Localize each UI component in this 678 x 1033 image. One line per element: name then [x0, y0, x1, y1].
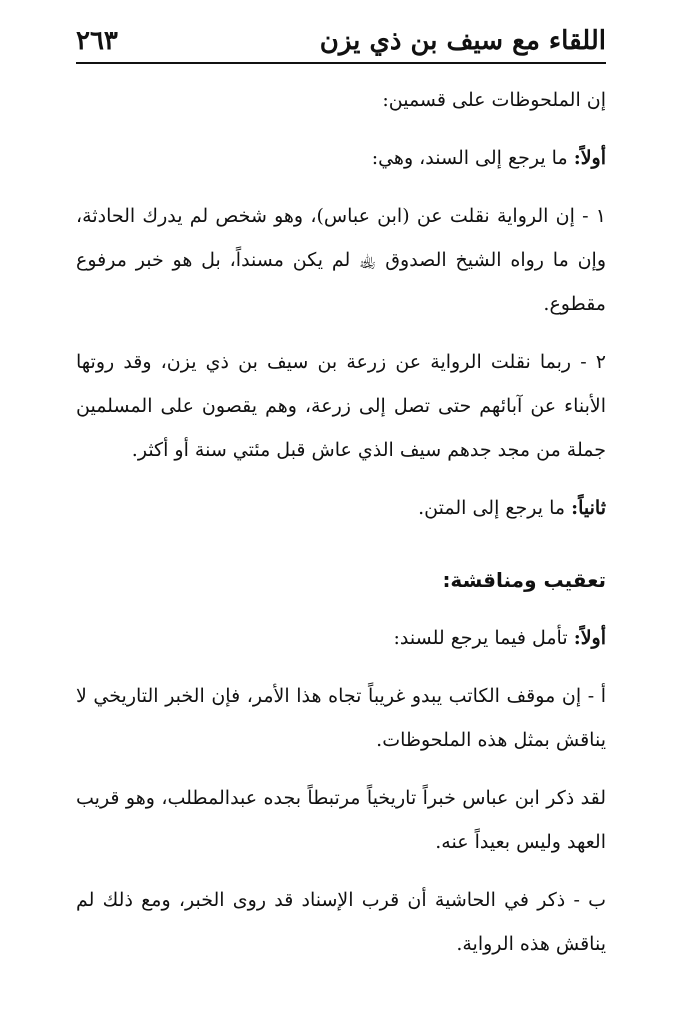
section-3-lead: أولاً: [573, 627, 606, 649]
intro-paragraph: إن الملحوظات على قسمين: [382, 89, 606, 111]
page-number: ٢٦٣ [76, 26, 118, 56]
book-page [76, 18, 606, 955]
running-title: اللقاء مع سيف بن ذي يزن [319, 26, 606, 56]
section-2-text: ما يرجع إلى المتن. [418, 497, 572, 519]
page-header [76, 18, 606, 64]
section-3-text: تأمل فيما يرجع للسند: [393, 627, 574, 649]
page-body [76, 78, 606, 966]
section-1-line [76, 136, 606, 180]
section-1-lead: أولاً: [573, 147, 606, 169]
section-1-text: ما يرجع إلى السند، وهي: [371, 147, 574, 169]
section-2-lead: ثانياً: [571, 497, 606, 519]
section-heading: تعقيب ومناقشة: [442, 568, 606, 592]
section-3-line [76, 616, 606, 660]
section-2-line [76, 486, 606, 530]
item-2-paragraph: ٢ - ربما نقلت الرواية عن زرعة بن سيف بن ذي يزن، وقد روتها الأبناء عن آبائهم حتى تصل إلى زرعة، وهم يقصون على المسلمين جملة من مجد جدهم سيف الذي عاش قبل مئتي سنة أو أكثر. [76, 351, 606, 461]
item-1-paragraph: ١ - إن الرواية نقلت عن (ابن عباس)، وهو شخص لم يدرك الحادثة، وإن ما رواه الشيخ الصدوق ﵀ لم يكن مسنداً، بل هو خبر مرفوع مقطوع. [76, 205, 606, 315]
paragraph-b: لقد ذكر ابن عباس خبراً تاريخياً مرتبطاً بجده عبدالمطلب، وهو قريب العهد وليس بعيداً عنه. [76, 787, 606, 853]
paragraph-a: أ - إن موقف الكاتب يبدو غريباً تجاه هذا الأمر، فإن الخبر التاريخي لا يناقش بمثل هذه الملحوظات. [76, 685, 606, 751]
paragraph-c: ب - ذكر في الحاشية أن قرب الإسناد قد روى الخبر، ومع ذلك لم يناقش هذه الرواية. [76, 889, 606, 955]
